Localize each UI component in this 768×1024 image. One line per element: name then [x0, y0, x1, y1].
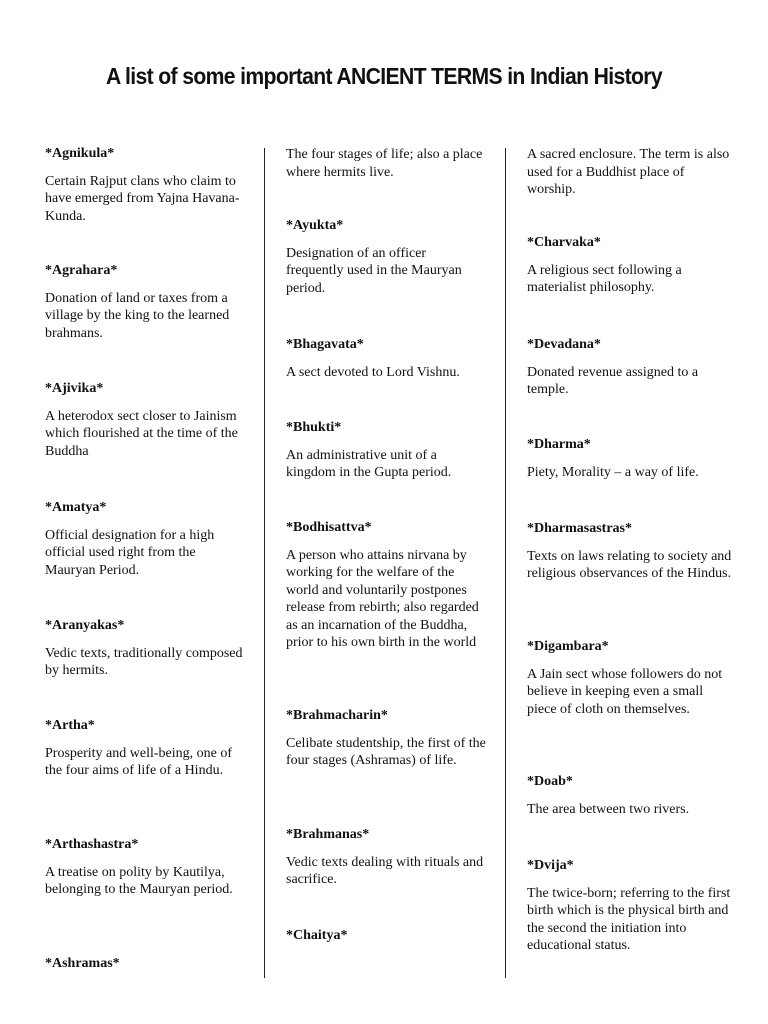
entry-term: *Digambara* [527, 639, 609, 654]
entry-definition: A religious sect following a materialist philosophy. [527, 262, 682, 295]
column-divider [505, 148, 506, 978]
entry-term: *Bodhisattva* [286, 520, 372, 535]
entry-definition: Official designation for a high official used right from the Mauryan Period. [45, 527, 215, 578]
glossary-entry [45, 955, 245, 983]
entry-definition: Donation of land or taxes from a village by the king to the learned brahmans. [45, 290, 230, 341]
entry-term: *Chaitya* [286, 928, 348, 943]
glossary-entry [527, 857, 732, 955]
glossary-entry [286, 707, 486, 770]
entry-definition: The area between two rivers. [527, 801, 690, 817]
entry-term: *Arthashastra* [45, 837, 139, 852]
entry-definition: The four stages of life; also a place where hermits live. [286, 147, 483, 180]
entry-term: *Aranyakas* [45, 618, 125, 633]
page-title: A list of some important ANCIENT TERMS in Indian History [105, 63, 663, 90]
entry-definition: A person who attains nirvana by working for the welfare of the world and voluntarily postpones release from rebirth; also regarded as an incarnation of the Buddha, prior to his own birth in the world [286, 547, 479, 650]
entry-term: *Agnikula* [45, 146, 115, 161]
glossary-entry [527, 638, 732, 718]
entry-definition: A sect devoted to Lord Vishnu. [286, 364, 460, 380]
entry-term: *Devadana* [527, 337, 601, 352]
glossary-entry [527, 773, 732, 818]
entry-definition: A heterodox sect closer to Jainism which flourished at the time of the Buddha [45, 408, 238, 459]
glossary-entry [45, 380, 245, 460]
entry-term: *Dvija* [527, 858, 574, 873]
entry-term: *Ashramas* [45, 956, 120, 971]
entry-term: *Brahmacharin* [286, 708, 388, 723]
glossary-entry [286, 826, 486, 889]
entry-term: *Agrahara* [45, 263, 118, 278]
entry-definition: Prosperity and well-being, one of the four aims of life of a Hindu. [45, 745, 233, 778]
glossary-entry [527, 520, 732, 583]
entry-definition: A sacred enclosure. The term is also used for a Buddhist place of worship. [527, 147, 730, 197]
entry-term: *Brahmanas* [286, 827, 370, 842]
entry-term: *Doab* [527, 774, 573, 789]
entry-term: *Charvaka* [527, 235, 601, 250]
glossary-entry [527, 336, 732, 399]
glossary-entry [527, 146, 732, 199]
glossary-entry [45, 145, 245, 225]
glossary-entry [286, 336, 486, 381]
entry-definition: Donated revenue assigned to a temple. [527, 364, 699, 397]
entry-definition: Piety, Morality – a way of life. [527, 464, 699, 480]
entry-definition: The twice-born; referring to the first birth which is the physical birth and the second the initiation into educational status. [527, 885, 731, 953]
entry-term: *Ajivika* [45, 381, 104, 396]
glossary-entry [527, 234, 732, 297]
entry-definition: Texts on laws relating to society and religious observances of the Hindus. [527, 548, 732, 581]
entry-term: *Ayukta* [286, 218, 344, 233]
glossary-entry [286, 217, 486, 297]
entry-definition: Vedic texts dealing with rituals and sacrifice. [286, 854, 484, 887]
entry-definition: Celibate studentship, the first of the four stages (Ashramas) of life. [286, 735, 486, 768]
entry-term: *Amatya* [45, 500, 107, 515]
glossary-entry [45, 262, 245, 342]
glossary-entry [286, 146, 486, 181]
column-divider [264, 148, 265, 978]
entry-definition: Designation of an officer frequently used in the Mauryan period. [286, 245, 462, 296]
glossary-entry [527, 436, 732, 481]
entry-term: *Bhukti* [286, 420, 342, 435]
entry-definition: Certain Rajput clans who claim to have emerged from Yajna Havana-Kunda. [45, 173, 240, 224]
entry-term: *Bhagavata* [286, 337, 364, 352]
entry-definition: A Jain sect whose followers do not believe in keeping even a small piece of cloth on themselves. [527, 666, 723, 717]
entry-definition: An administrative unit of a kingdom in the Gupta period. [286, 447, 452, 480]
entry-term: *Dharmasastras* [527, 521, 632, 536]
glossary-entry [45, 717, 245, 780]
glossary-entry [286, 419, 486, 482]
entry-definition: A treatise on polity by Kautilya, belonging to the Mauryan period. [45, 864, 233, 897]
glossary-entry [286, 927, 486, 955]
glossary-entry [45, 499, 245, 579]
glossary-entry [45, 836, 245, 899]
entry-definition: Vedic texts, traditionally composed by hermits. [45, 645, 243, 678]
entry-term: *Artha* [45, 718, 95, 733]
glossary-entry [45, 617, 245, 680]
entry-term: *Dharma* [527, 437, 591, 452]
glossary-entry [286, 519, 486, 652]
